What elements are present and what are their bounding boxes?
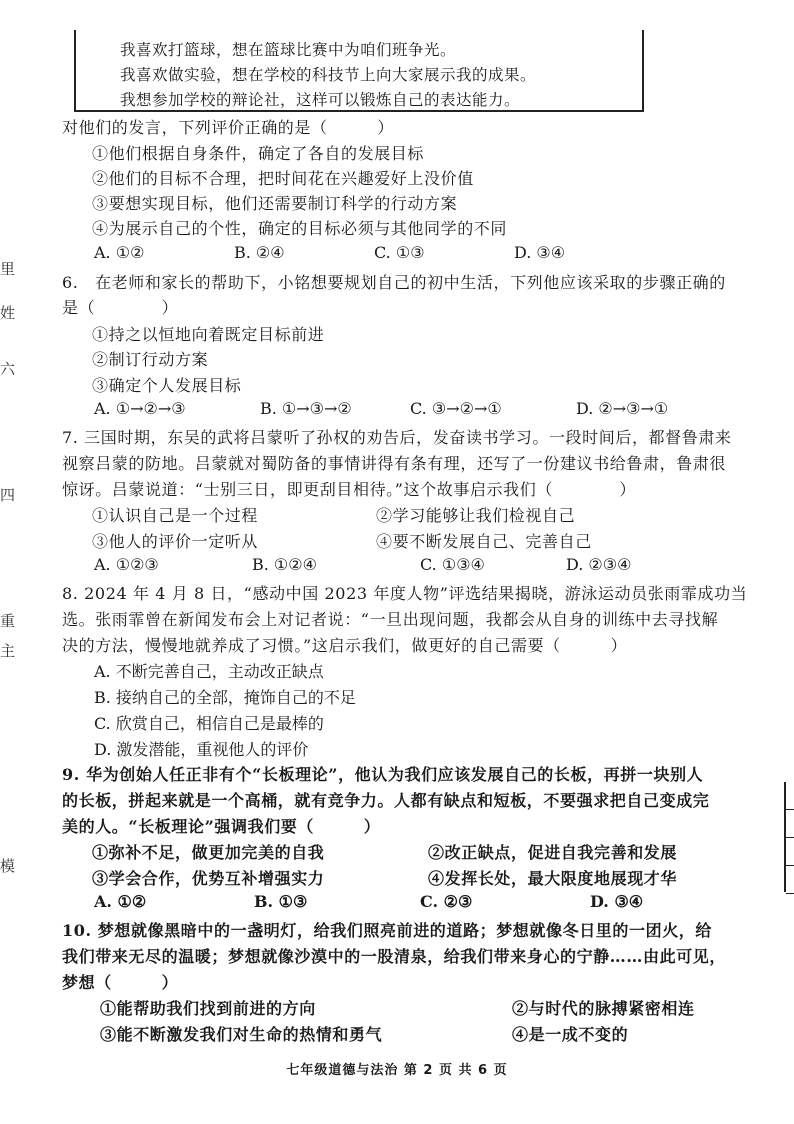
margin-mark: 模 <box>0 857 16 875</box>
statement-item: ①认识自己是一个过程 <box>92 506 259 525</box>
quote-line: 我喜欢打篮球，想在篮球比赛中为咱们班争光。 <box>120 41 457 59</box>
statement-item: ④是一成不变的 <box>512 1025 629 1044</box>
question-stem: 7. 三国时期，东吴的武将吕蒙听了孙权的劝告后，发奋读书学习。一段时间后，都督鲁肃来 <box>62 428 732 447</box>
page-footer: 七年级道德与法治 第 2 页 共 6 页 <box>286 1063 508 1078</box>
statement-item: ①持之以恒地向着既定目标前进 <box>92 325 325 344</box>
question-stem: 的长板，拼起来就是一个高桶，就有竞争力。人都有缺点和短板，不要强求把自己变成完 <box>62 791 710 810</box>
statement-item: ②学习能够让我们检视自己 <box>376 506 576 525</box>
answer-option-d: D. 激发潜能，重视他人的评价 <box>94 740 309 759</box>
question-stem: 惊讶。吕蒙说道：“士别三日，即更刮目相待。”这个故事启示我们（ ） <box>62 480 636 499</box>
answer-option-a: A. ①②③ <box>94 555 159 574</box>
statement-item: ③学会合作，优势互补增强实力 <box>92 869 325 888</box>
statement-item: ③要想实现目标，他们还需要制订科学的行动方案 <box>92 194 458 213</box>
answer-option-c: C. ②③ <box>420 892 473 911</box>
statement-item: ②与时代的脉搏紧密相连 <box>512 999 695 1018</box>
answer-option-b: B. 接纳自己的全部，掩饰自己的不足 <box>94 688 356 707</box>
answer-option-c: C. ①③④ <box>420 555 485 574</box>
question-stem: 9. 华为创始人任正非有个“长板理论”，他认为我们应该发展自己的长板，再拼一块别人 <box>62 765 704 784</box>
question-stem: 是（ ） <box>62 298 179 317</box>
answer-option-d: D. ③④ <box>514 243 566 262</box>
question-stem: 决的方法，慢慢地就养成了习惯。”这启示我们，做更好的自己需要（ ） <box>62 636 628 655</box>
margin-mark: 主 <box>0 642 16 660</box>
question-stem: 8. 2024 年 4 月 8 日，“感动中国 2023 年度人物”评选结果揭晓，游泳运动员张雨霏成功当 <box>62 584 748 603</box>
answer-option-d: D. ③④ <box>590 892 644 911</box>
statement-item: ②改正缺点，促进自我完善和发展 <box>428 843 678 862</box>
answer-option-a: A. 不断完善自己，主动改正缺点 <box>94 662 324 681</box>
answer-option-d: D. ②③④ <box>566 555 632 574</box>
question-stem: 美的人。“长板理论”强调我们要（ ） <box>62 817 381 836</box>
question-stem: 对他们的发言，下列评价正确的是（ ） <box>62 118 395 137</box>
answer-option-b: B. ①→③→② <box>260 399 352 418</box>
statement-item: ①他们根据自身条件，确定了各自的发展目标 <box>92 144 425 163</box>
question-stem: 梦想（ ） <box>62 973 179 992</box>
question-stem: 视察吕蒙的防地。吕蒙就对蜀防备的事情讲得有条有理，还写了一份建议书给鲁肃，鲁肃很 <box>62 454 727 473</box>
quote-line: 我想参加学校的辩论社，这样可以锻炼自己的表达能力。 <box>120 91 521 109</box>
answer-option-a: A. ①② <box>94 243 145 262</box>
statement-item: ②制订行动方案 <box>92 350 209 369</box>
statement-item: ③确定个人发展目标 <box>92 376 242 395</box>
answer-option-b: B. ②④ <box>234 243 285 262</box>
answer-option-b: B. ①②④ <box>252 555 317 574</box>
margin-mark: 里 <box>0 260 16 278</box>
statement-item: ④为展示自己的个性，确定的目标必须与其他同学的不同 <box>92 219 508 238</box>
answer-option-c: C. ①③ <box>374 243 425 262</box>
question-stem: 选。张雨霏曾在新闻发布会上对记者说：“一旦出现问题，我都会从自身的训练中去寻找解 <box>62 610 719 629</box>
answer-option-a: A. ①② <box>94 892 147 911</box>
margin-score-table <box>784 782 794 892</box>
quote-line: 我喜欢做实验，想在学校的科技节上向大家展示我的成果。 <box>120 66 537 84</box>
statement-item: ④发挥长处，最大限度地展现才华 <box>428 869 678 888</box>
question-stem: 10. 梦想就像黑暗中的一盏明灯，给我们照亮前进的道路；梦想就像冬日里的一团火，给 <box>62 921 713 940</box>
answer-option-c: C. ③→②→① <box>410 399 502 418</box>
answer-option-d: D. ②→③→① <box>576 399 669 418</box>
question-stem: 我们带来无尽的温暖；梦想就像沙漠中的一股清泉，给我们带来身心的宁静……由此可见， <box>62 947 727 966</box>
statement-item: ①能帮助我们找到前进的方向 <box>100 999 316 1018</box>
margin-mark: 四 <box>0 486 16 504</box>
margin-mark: 重 <box>0 612 16 630</box>
statement-item: ③能不断激发我们对生命的热情和勇气 <box>100 1025 383 1044</box>
answer-option-b: B. ①③ <box>254 892 308 911</box>
statement-item: ④要不断发展自己、完善自己 <box>376 532 592 551</box>
question-stem: 6. 在老师和家长的帮助下，小铭想要规划自己的初中生活，下列他应该采取的步骤正确的 <box>62 273 726 292</box>
answer-option-c: C. 欣赏自己，相信自己是最棒的 <box>94 714 324 733</box>
statement-item: ③他人的评价一定听从 <box>92 532 259 551</box>
answer-option-a: A. ①→②→③ <box>94 399 186 418</box>
margin-mark: 姓 <box>0 304 16 322</box>
statement-item: ①弥补不足，做更加完美的自我 <box>92 843 325 862</box>
statement-item: ②他们的目标不合理，把时间花在兴趣爱好上没价值 <box>92 169 474 188</box>
margin-mark: 六 <box>0 360 16 378</box>
